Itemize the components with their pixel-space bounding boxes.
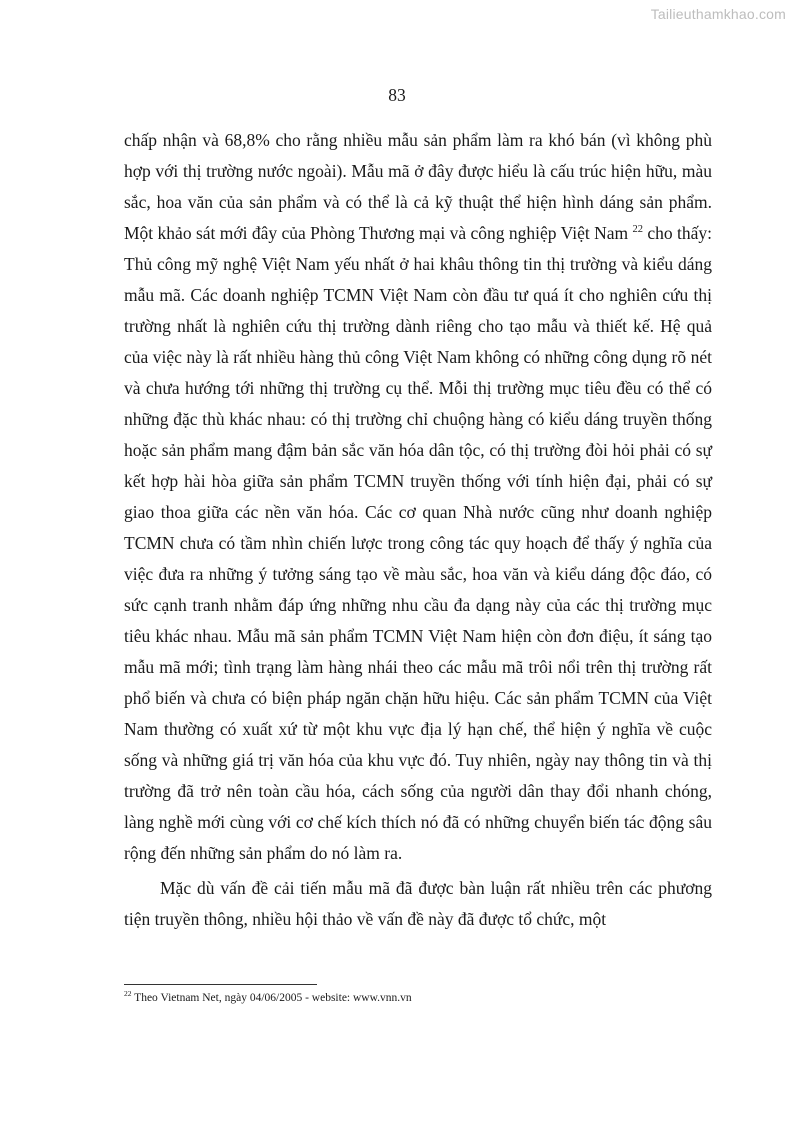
page-number: 83: [388, 85, 406, 105]
paragraph-1: [124, 125, 712, 869]
body-text: [124, 125, 712, 935]
footnote-text: Theo Vietnam Net, ngày 04/06/2005 - website: www.vnn.vn: [131, 992, 412, 1004]
paragraph-1-text-a: chấp nhận và 68,8% cho rằng nhiều mẫu sản phẩm làm ra khó bán (vì không phù hợp với thị trường nước ngoài). Mẫu mã ở đây được hiểu là cấu trúc hiện hữu, màu sắc, hoa văn của sản phẩm và có thể là cả kỹ thuật thể hiện hình dáng sản phẩm. Một khảo sát mới đây của Phòng Thương mại và công nghiệp Việt Nam: [124, 130, 712, 243]
footnote: [124, 990, 712, 1006]
footnote-separator: [124, 984, 317, 985]
footnote-reference: 22: [632, 224, 643, 236]
paragraph-1-text-b: cho thấy: Thủ công mỹ nghệ Việt Nam yếu nhất ở hai khâu thông tin thị trường và kiểu dáng mẫu mã. Các doanh nghiệp TCMN Việt Nam còn đầu tư quá ít cho nghiên cứu thị trường nhất là nghiên cứu thị trường dành riêng cho tạo mẫu và thiết kế. Hệ quả của việc này là rất nhiều hàng thủ công Việt Nam không có những công dụng rõ nét và chưa hướng tới những thị trường cụ thể. Mỗi thị trường mục tiêu đều có thể có những đặc thù khác nhau: có thị trường chỉ chuộng hàng có kiểu dáng truyền thống hoặc sản phẩm mang đậm bản sắc văn hóa dân tộc, có thị trường đòi hỏi phải có sự kết hợp hài hòa giữa sản phẩm TCMN truyền thống với tính hiện đại, phải có sự giao thoa giữa các nền văn hóa. Các cơ quan Nhà nước cũng như doanh nghiệp TCMN chưa có tầm nhìn chiến lược trong công tác quy hoạch để thấy ý nghĩa của việc đưa ra những ý tưởng sáng tạo về màu sắc, hoa văn và kiểu dáng độc đáo, có sức cạnh tranh nhằm đáp ứng những nhu cầu đa dạng này của các thị trường mục tiêu khác nhau. Mẫu mã sản phẩm TCMN Việt Nam hiện còn đơn điệu, ít sáng tạo mẫu mã mới; tình trạng làm hàng nhái theo các mẫu mã trôi nổi trên thị trường rất phổ biến và chưa có biện pháp ngăn chặn hữu hiệu. Các sản phẩm TCMN của Việt Nam thường có xuất xứ từ một khu vực địa lý hạn chế, thể hiện ý nghĩa về cuộc sống và những giá trị văn hóa của khu vực đó. Tuy nhiên, ngày nay thông tin và thị trường đã trở nên toàn cầu hóa, cách sống của người dân thay đổi nhanh chóng, làng nghề mới cùng với cơ chế kích thích nó đã có những chuyển biến tác động sâu rộng đến những sản phẩm do nó làm ra.: [124, 223, 712, 863]
footnote-mark: 22: [124, 989, 132, 999]
watermark: Tailieuthamkhao.com: [650, 6, 786, 22]
paragraph-2: Mặc dù vấn đề cải tiến mẫu mã đã được bàn luận rất nhiều trên các phương tiện truyền thông, nhiều hội thảo về vấn đề này đã được tổ chức, một: [124, 878, 712, 929]
